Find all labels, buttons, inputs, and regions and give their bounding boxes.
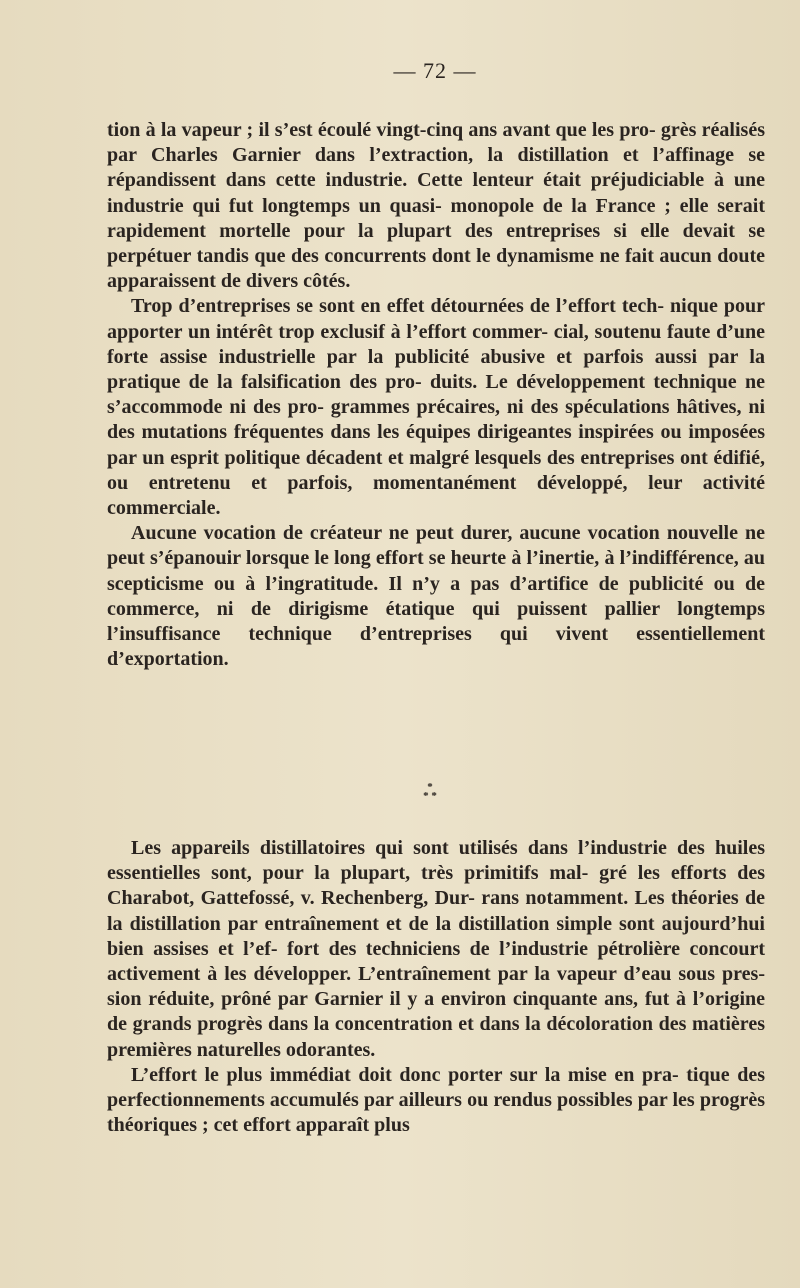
asterism-bottom: * * [423,790,437,802]
asterism-top: * [427,781,433,793]
paragraph: Aucune vocation de créateur ne peut durer, aucune vocation nouvelle ne peut s’épanouir lorsque le long effort se heurte à l’inertie, à l’indifférence, au scepticisme ou à l’ingratitude. Il n’y a pas d’artifice de publicité ou de commerce, ni de dirigisme étatique qui puissent pallier longtemps l’insuffisance technique d’entreprises qui vivent essentiellement d’exportation. [107,522,765,671]
text-block-lower [107,836,765,1138]
paragraph: tion à la vapeur ; il s’est écoulé vingt-cinq ans avant que les pro- grès réalisés par Charles Garnier dans l’extraction, la distillation et l’affinage se répandissent dans cette industrie. Cette lenteur était préjudiciable à une industrie qui fut longtemps un quasi- monopole de la France ; elle serait rapidement mortelle pour la plupart des entreprises si elle devait se perpétuer tandis que des concurrents dont le dynamisme ne fait aucun doute apparaissent de divers côtés. [107,119,765,293]
text-block-upper [107,118,765,672]
paragraph: L’effort le plus immédiat doit donc porter sur la mise en pra- tique des perfectionnements accumulés par ailleurs ou rendus possibles par les progrès théoriques ; cet effort apparaît plus [107,1063,765,1137]
page-number: — 72 — [393,58,477,83]
section-separator-asterism [0,783,800,801]
paragraph: Trop d’entreprises se sont en effet détournées de l’effort tech- nique pour apporter un intérêt trop exclusif à l’effort commer- cial, soutenu faute d’une forte assise industrielle par la publicité abusive et parfois aussi par la pratique de la falsification des pro- duits. Le développement technique ne s’accommode ni des pro- grammes précaires, ni des spéculations hâtives, ni des mutations fréquentes dans les équipes dirigeantes inspirées ou imposées par un esprit politique décadent et malgré lesquels des entreprises ont édifié, ou entretenu et parfois, momentanément développé, leur activité commerciale. [107,295,765,520]
paragraph: Les appareils distillatoires qui sont utilisés dans l’industrie des huiles essentielles sont, pour la plupart, très primitifs mal- gré les efforts des Charabot, Gattefossé, v. Rechenberg, Dur- rans notamment. Les théories de la distillation par entraînement et de la distillation simple sont aujourd’hui bien assises et l’ef- fort des techniciens de l’industrie pétrolière concourt activement à les développer. L’entraînement par la vapeur d’eau sous pres- sion réduite, prôné par Garnier il y a environ cinquante ans, fut à l’origine de grands progrès dans la concentration et dans la décoloration des matières premières naturelles odorantes. [107,837,765,1061]
